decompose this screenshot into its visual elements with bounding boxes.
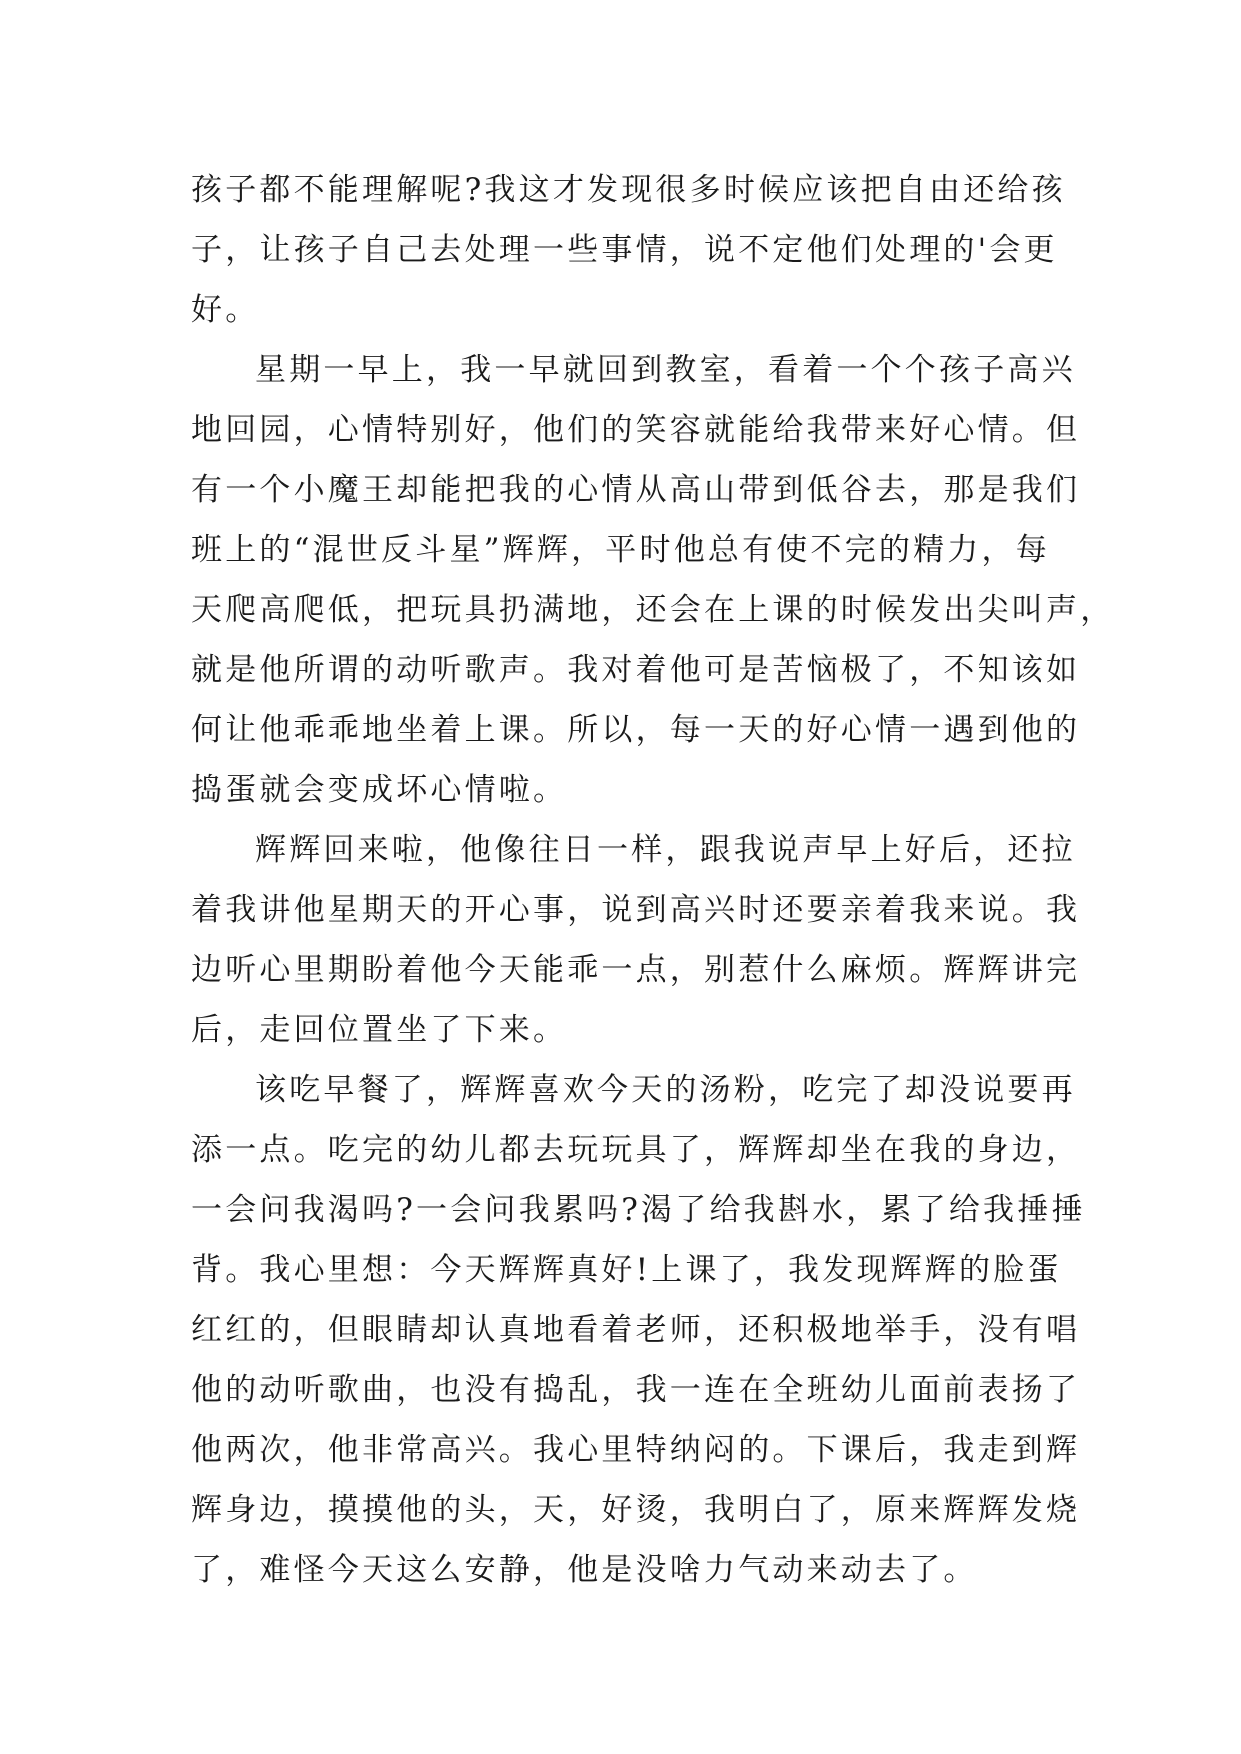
text-line: 了，难怪今天这么安静，他是没啥力气动来动去了。 [191,1552,978,1588]
text-line: 着我讲他星期天的开心事，说到高兴时还要亲着我来说。我 [191,892,1081,928]
text-line: 辉身边，摸摸他的头，天，好烫，我明白了，原来辉辉发烧 [191,1492,1081,1528]
paragraph [191,160,1066,340]
text-line: 辉辉回来啦，他像往日一样，跟我说声早上好后，还拉 [255,832,1076,868]
text-line: 天爬高爬低，把玩具扔满地，还会在上课的时候发出尖叫声， [191,592,1115,628]
text-line: 他的动听歌曲，也没有捣乱，我一连在全班幼儿面前表扬了 [191,1372,1081,1408]
document-body [191,160,1115,1600]
text-line: 有一个小魔王却能把我的心情从高山带到低谷去，那是我们 [191,472,1081,508]
text-line: 该吃早餐了，辉辉喜欢今天的汤粉，吃完了却没说要再 [255,1072,1076,1108]
text-line: 地回园，心情特别好，他们的笑容就能给我带来好心情。但 [191,412,1081,448]
text-line: 红红的，但眼睛却认真地看着老师，还积极地举手，没有唱 [191,1312,1081,1348]
text-line: 孩子都不能理解呢?我这才发现很多时候应该把自由还给孩 [191,172,1066,208]
text-line: 捣蛋就会变成坏心情啦。 [191,772,568,808]
text-line: 后，走回位置坐了下来。 [191,1012,568,1048]
text-line: 背。我心里想：今天辉辉真好!上课了，我发现辉辉的脸蛋 [191,1252,1062,1288]
text-line: 何让他乖乖地坐着上课。所以，每一天的好心情一遇到他的 [191,712,1081,748]
text-line: 添一点。吃完的幼儿都去玩玩具了，辉辉却坐在我的身边， [191,1132,1081,1168]
paragraph [191,820,1081,1060]
text-line: 星期一早上，我一早就回到教室，看着一个个孩子高兴 [255,352,1076,388]
text-line: 他两次，他非常高兴。我心里特纳闷的。下课后，我走到辉 [191,1432,1081,1468]
paragraph [191,1060,1086,1600]
text-line: 子，让孩子自己去处理一些事情，说不定他们处理的'会更 [191,232,1058,268]
text-line: 就是他所谓的动听歌声。我对着他可是苦恼极了，不知该如 [191,652,1081,688]
text-line: 班上的“混世反斗星”辉辉，平时他总有使不完的精力，每 [191,532,1050,568]
text-line: 边听心里期盼着他今天能乖一点，别惹什么麻烦。辉辉讲完 [191,952,1081,988]
paragraph [191,340,1115,820]
text-line: 好。 [191,292,260,328]
text-line: 一会问我渴吗?一会问我累吗?渴了给我斟水，累了给我捶捶 [191,1192,1086,1228]
